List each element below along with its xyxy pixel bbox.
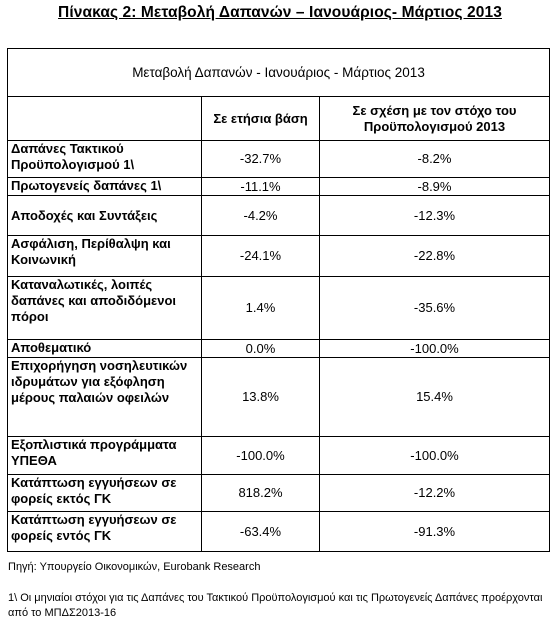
annual-value: 818.2%: [202, 475, 320, 512]
table-row: [8, 196, 550, 236]
annual-value: 13.8%: [202, 358, 320, 437]
row-label: Κατάπτωση εγγυήσεων σε φορείς εκτός ΓΚ: [8, 475, 202, 512]
vs-target-value: -35.6%: [320, 277, 550, 340]
table-title-row: [8, 49, 550, 97]
expenditure-change-table: [7, 48, 550, 552]
column-header-annual: Σε ετήσια βάση: [202, 97, 320, 141]
column-header-vs-target: Σε σχέση με τον στόχο του Προϋπολογισμού 2013: [320, 97, 550, 141]
row-label: Δαπάνες Τακτικού Προϋπολογισμού 1\: [8, 141, 202, 178]
column-header-blank: [8, 97, 202, 141]
table-row: [8, 141, 550, 178]
table-row: [8, 178, 550, 196]
table-row: [8, 512, 550, 552]
vs-target-value: -12.3%: [320, 196, 550, 236]
vs-target-value: -22.8%: [320, 236, 550, 277]
table-row: [8, 437, 550, 475]
vs-target-value: -100.0%: [320, 340, 550, 358]
row-label: Επιχορήγηση νοσηλευτικών ιδρυμάτων για εξόφληση μέρους παλαιών οφειλών: [8, 358, 202, 437]
annual-value: 1.4%: [202, 277, 320, 340]
table-title: Μεταβολή Δαπανών - Ιανουάριος - Μάρτιος 2013: [8, 49, 550, 97]
annual-value: -4.2%: [202, 196, 320, 236]
vs-target-value: -12.2%: [320, 475, 550, 512]
annual-value: 0.0%: [202, 340, 320, 358]
row-label: Εξοπλιστικά προγράμματα ΥΠΕΘΑ: [8, 437, 202, 475]
row-label: Αποδοχές και Συντάξεις: [8, 196, 202, 236]
row-label: Ασφάλιση, Περίθαλψη και Κοινωνική: [8, 236, 202, 277]
table-row: [8, 277, 550, 340]
expenditure-table-container: [7, 48, 549, 552]
table-header-row: [8, 97, 550, 141]
vs-target-value: -8.9%: [320, 178, 550, 196]
annual-value: -32.7%: [202, 141, 320, 178]
annual-value: -100.0%: [202, 437, 320, 475]
row-label: Κατάπτωση εγγυήσεων σε φορείς εντός ΓΚ: [8, 512, 202, 552]
annual-value: -24.1%: [202, 236, 320, 277]
vs-target-value: -8.2%: [320, 141, 550, 178]
table-row: [8, 340, 550, 358]
table-row: [8, 475, 550, 512]
annual-value: -11.1%: [202, 178, 320, 196]
source-note: Πηγή: Υπουργείο Οικονομικών, Eurobank Research: [8, 561, 261, 573]
row-label: Πρωτογενείς δαπάνες 1\: [8, 178, 202, 196]
row-label: Αποθεματικό: [8, 340, 202, 358]
row-label: Καταναλωτικές, λοιπές δαπάνες και αποδιδόμενοι πόροι: [8, 277, 202, 340]
page-title: Πίνακας 2: Μεταβολή Δαπανών – Ιανουάριος- Μάρτιος 2013: [58, 4, 502, 21]
vs-target-value: -100.0%: [320, 437, 550, 475]
vs-target-value: -91.3%: [320, 512, 550, 552]
footnote: 1\ Οι μηνιαίοι στόχοι για τις Δαπάνες του Τακτικού Προϋπολογισμού και τις Πρωτογενείς Δαπάνες προέρχονται από το ΜΠΔΣ2013-16: [8, 592, 543, 619]
vs-target-value: 15.4%: [320, 358, 550, 437]
table-row: [8, 236, 550, 277]
annual-value: -63.4%: [202, 512, 320, 552]
table-row: [8, 358, 550, 437]
